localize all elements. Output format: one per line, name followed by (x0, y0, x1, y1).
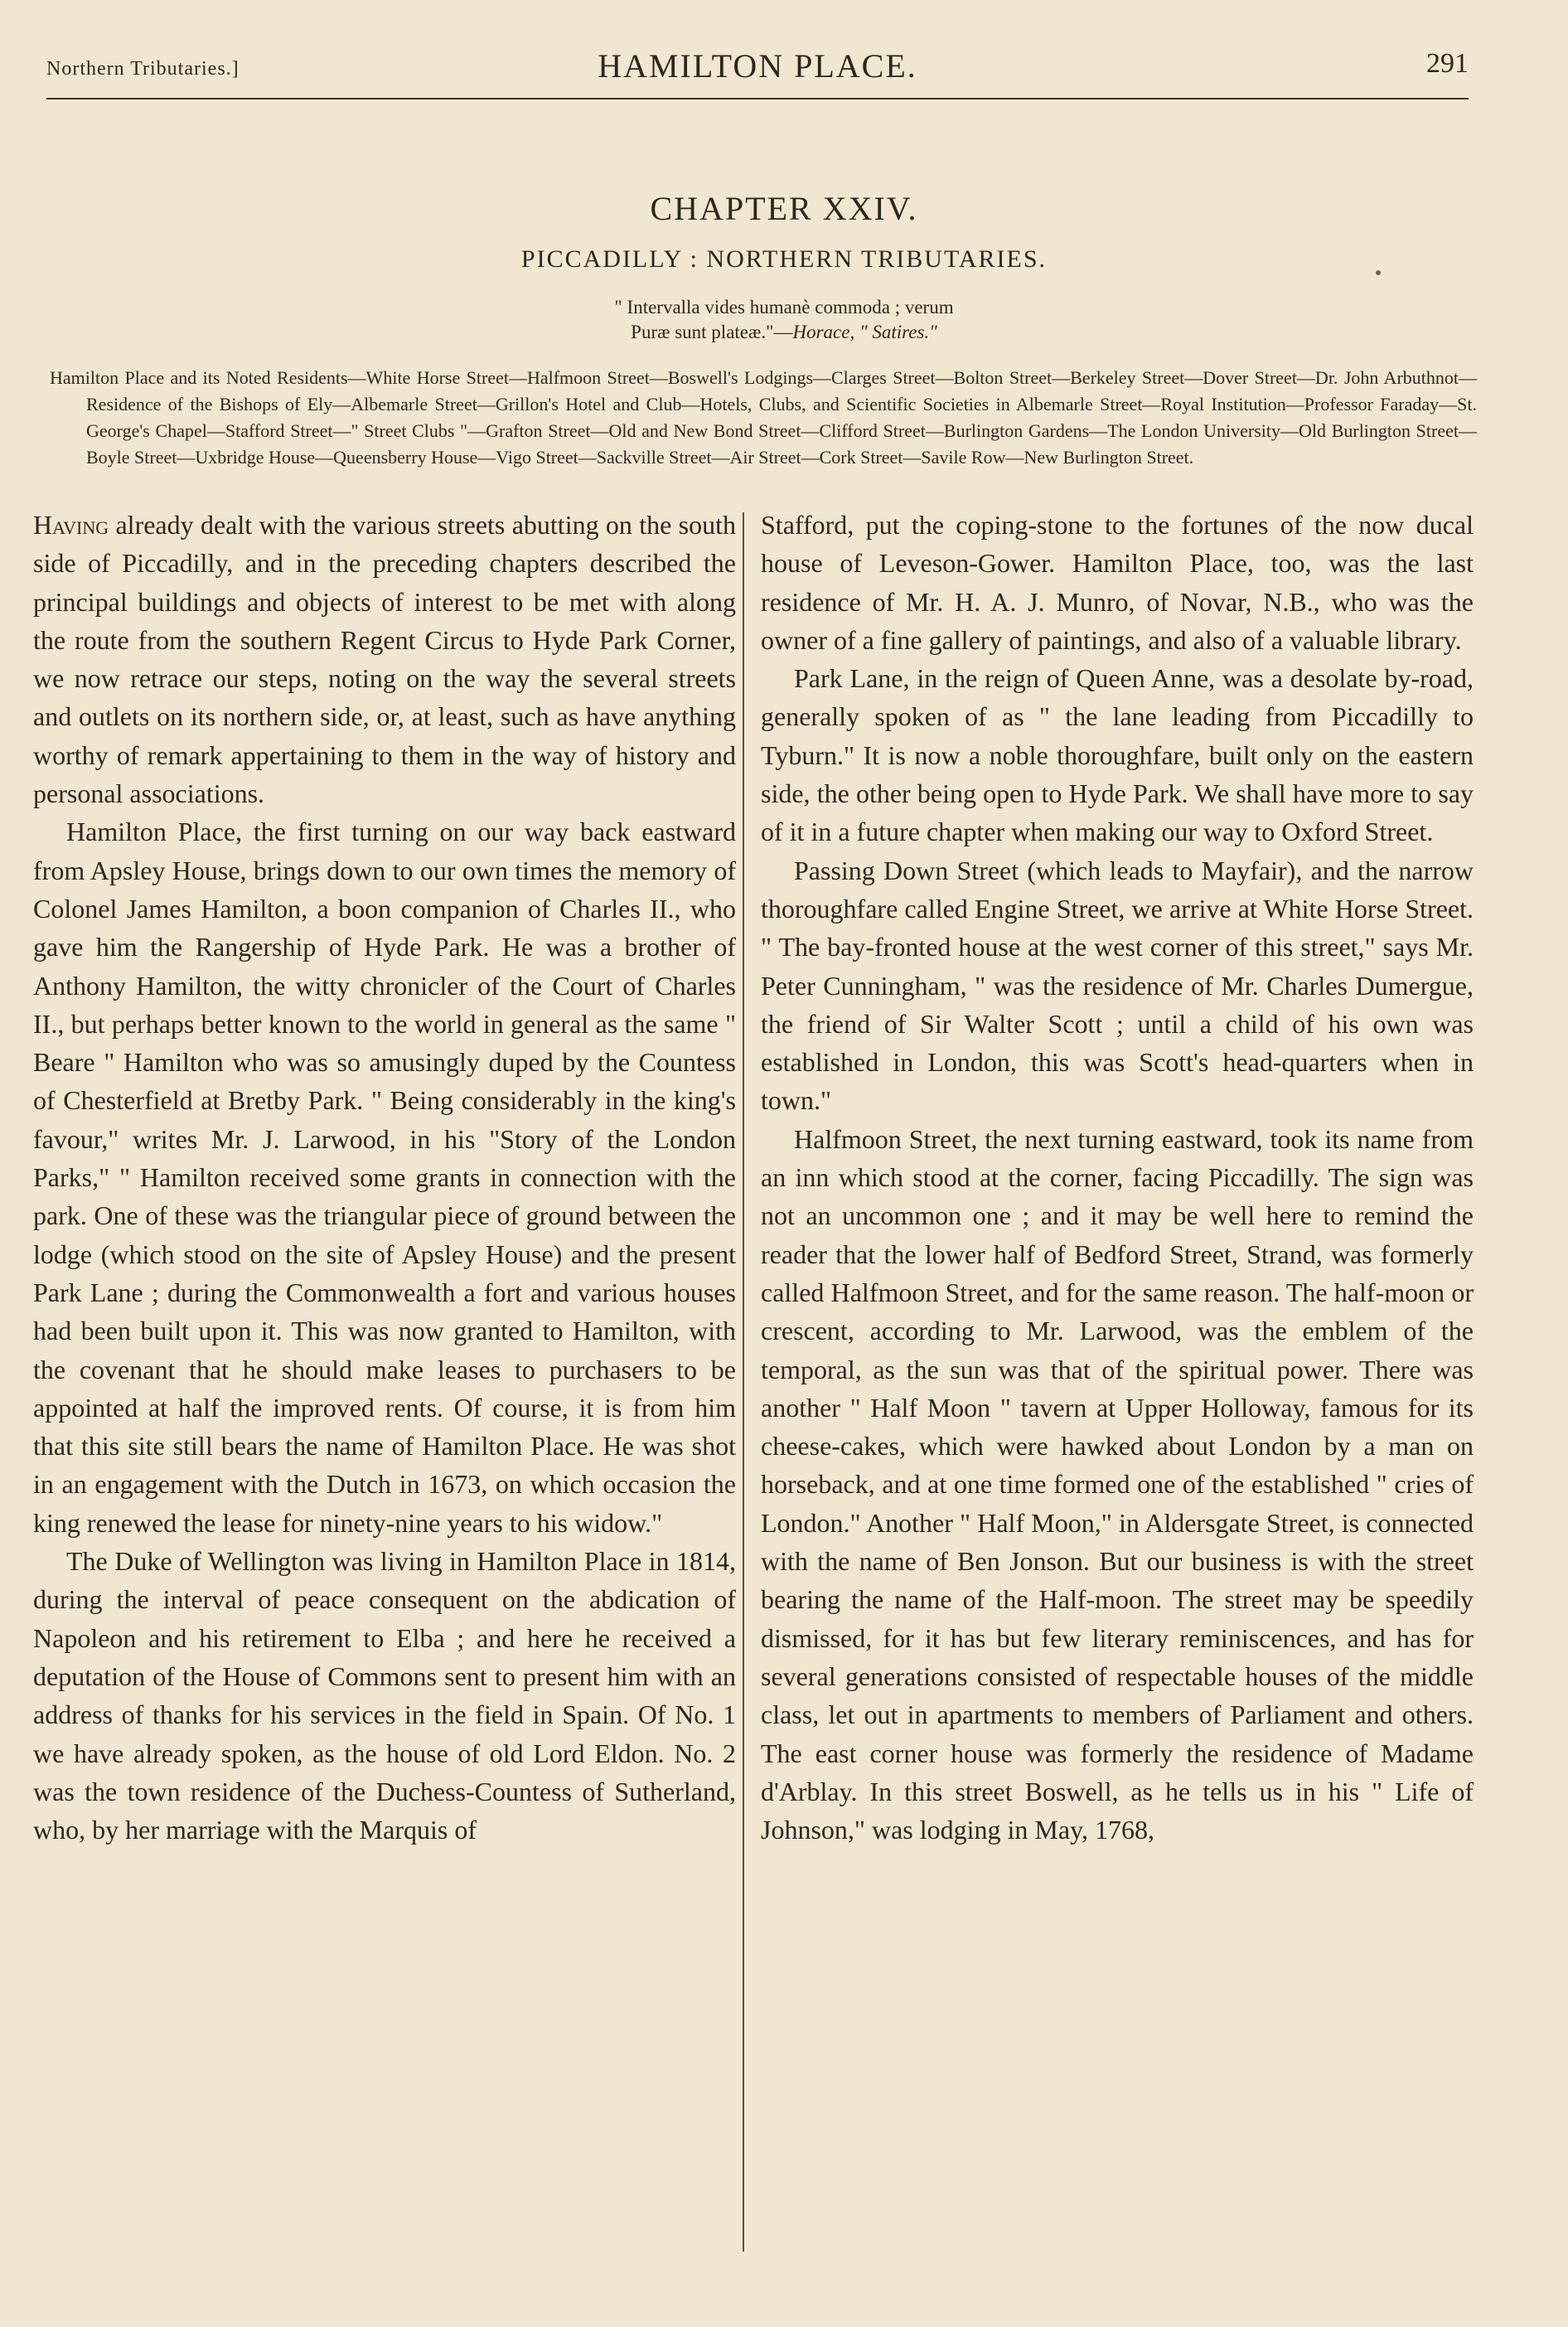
opening-word: Having (33, 510, 109, 540)
paragraph: Halfmoon Street, the next turning eastward, took its name from an inn which stood at the corner, facing Piccadilly. The sign was not an uncommon one ; and it may be well here to remind the reader that the lower half of Bedford Street, Strand, was formerly called Halfmoon Street, and for the same reason. The half-moon or crescent, according to Mr. Larwood, was the emblem of the temporal, as the sun was that of the spiritual power. There was another " Half Moon " tavern at Upper Holloway, famous for its cheese-cakes, which were hawked about London by a man on horseback, and at one time formed one of the established " cries of London." Another " Half Moon," in Aldersgate Street, is connected with the name of Ben Jonson. But our business is with the street bearing the name of the Half-moon. The street may be speedily dismissed, for it has but few literary reminiscences, and has for several generations consisted of respectable houses of the middle class, let out in apartments to members of Parliament and others. The east corner house was formerly the residence of Madame d'Arblay. In this street Boswell, as he tells us in his " Life of Johnson," was lodging in May, 1768, (761, 1123, 1474, 1845)
paragraph: Passing Down Street (which leads to Mayfair), and the narrow thoroughfare called Engine Street, we arrive at White Horse Street. " The bay-fronted house at the west corner of this street," says Mr. Peter Cunningham, " was the residence of Mr. Charles Dumergue, the friend of Sir Walter Scott ; until a child of his own was established in London, this was Scott's head-quarters when in town." (761, 855, 1474, 1116)
epigraph-line-2 (0, 320, 1568, 345)
chapter-title: PICCADILLY : NORTHERN TRIBUTARIES. (520, 245, 1048, 273)
epigraph-line-1: " Intervalla vides humanè commoda ; verum (614, 297, 954, 318)
left-column (33, 506, 736, 2271)
chapter-number: CHAPTER XXIV. (650, 190, 918, 227)
header-rule (46, 98, 1469, 99)
ink-speck (1376, 270, 1381, 275)
epigraph-source: Horace, " Satires." (792, 322, 937, 342)
paragraph-text: already dealt with the various streets abutting on the south side of Piccadilly, and in the preceding chapters described the principal buildings and objects of interest to be met with along the route from the southern Regent Circus to Hyde Park Corner, we now retrace our steps, noting on the way the several streets and outlets on its northern side, or, at least, such as have anything worthy of remark appertaining to them in the way of history and personal associations. (33, 510, 736, 809)
running-head-section: Northern Tributaries.] (46, 58, 240, 80)
chapter-synopsis: Hamilton Place and its Noted Residents—White Horse Street—Halfmoon Street—Boswell's Lodgings—Clarges Street—Bolton Street—Berkeley Street—Dover Street—Dr. John Arbuthnot—Residence of the Bishops of Ely—Albemarle Street—Grillon's Hotel and Club—Hotels, Clubs, and Scientific Societies in Albemarle Street—Royal Institution—Professor Faraday—St. George's Chapel—Stafford Street—" Street Clubs "—Grafton Street—Old and New Bond Street—Clifford Street—Burlington Gardens—The London University—Old Burlington Street—Boyle Street—Uxbridge House—Queensberry House—Vigo Street—Sackville Street—Air Street—Cork Street—Savile Row—New Burlington Street. (50, 367, 1477, 468)
right-column (761, 506, 1474, 2271)
paragraph: Stafford, put the coping-stone to the fortunes of the now ducal house of Leveson-Gower. Hamilton Place, too, was the last residence of Mr. H. A. J. Munro, of Novar, N.B., who was the owner of a fine gallery of paintings, and also of a valuable library. (761, 510, 1474, 655)
page-number: 291 (1426, 48, 1469, 79)
running-head (46, 43, 1469, 93)
paragraph: The Duke of Wellington was living in Hamilton Place in 1814, during the interval of peace consequent on the abdication of Napoleon and his retirement to Elba ; and here he received a deputation of the House of Commons sent to present him with an address of thanks for his services in the field in Spain. Of No. 1 we have already spoken, as the house of old Lord Eldon. No. 2 was the town residence of the Duchess-Countess of Sutherland, who, by her marriage with the Marquis of (33, 1546, 736, 1845)
running-head-title: HAMILTON PLACE. (598, 47, 917, 85)
epigraph-text: Puræ sunt plateæ."— (631, 322, 793, 342)
paragraph (33, 506, 736, 812)
epigraph (0, 295, 1568, 345)
paragraph: Hamilton Place, the first turning on our way back eastward from Apsley House, brings down to our own times the memory of Colonel James Hamilton, a boon companion of Charles II., who gave him the Rangership of Hyde Park. He was a brother of Anthony Hamilton, the witty chronicler of the Court of Charles II., but perhaps better known to the world in general as the same " Beare " Hamilton who was so amusingly duped by the Countess of Chesterfield at Bretby Park. " Being considerably in the king's favour," writes Mr. J. Larwood, in his "Story of the London Parks," " Hamilton received some grants in connection with the park. One of these was the triangular piece of ground between the lodge (which stood on the site of Apsley House) and the present Park Lane ; during the Commonwealth a fort and various houses had been built upon it. This was now granted to Hamilton, with the covenant that he should make leases to purchasers to be appointed at half the improved rents. Of course, it is from him that this site still bears the name of Hamilton Place. He was shot in an engagement with the Dutch in 1673, on which occasion the king renewed the lease for ninety-nine years to his widow." (33, 817, 736, 1538)
paragraph: Park Lane, in the reign of Queen Anne, was a desolate by-road, generally spoken of as " the lane leading from Piccadilly to Tyburn." It is now a noble thoroughfare, built only on the eastern side, the other being open to Hyde Park. We shall have more to say of it in a future chapter when making our way to Oxford Street. (761, 663, 1474, 847)
column-divider (743, 512, 744, 2252)
